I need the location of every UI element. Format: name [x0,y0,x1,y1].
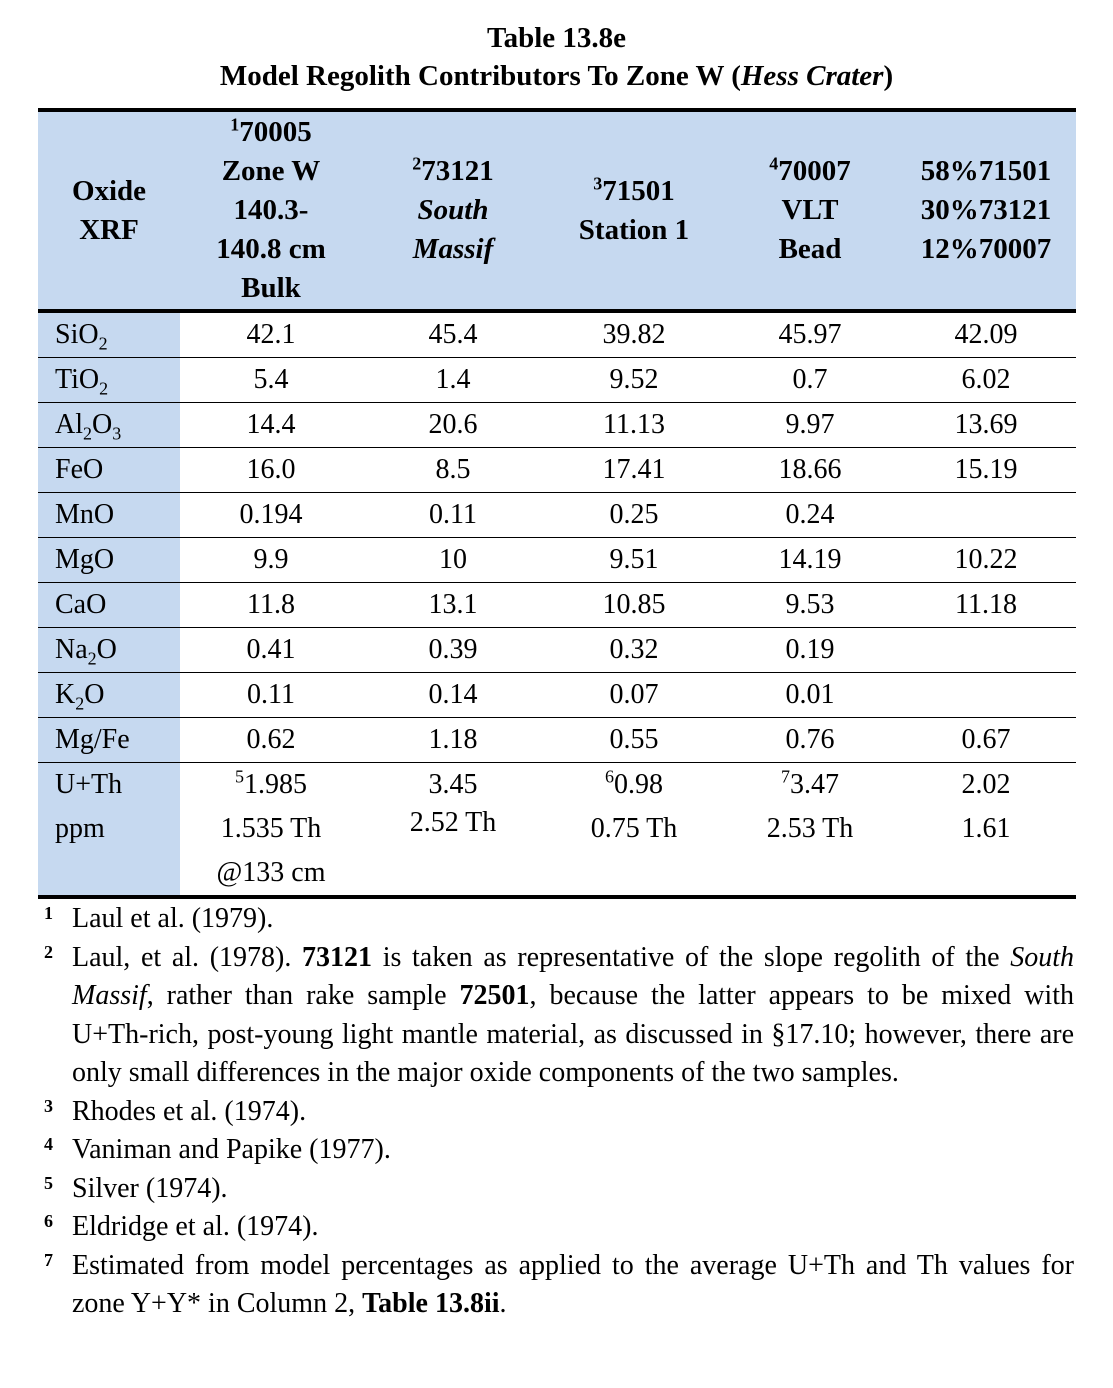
cell-70005: 9.9 [180,538,362,583]
row-label: $Al_2O_3$ [38,403,180,448]
cell-71501: 0.55 [544,718,724,763]
table-row [38,493,1076,538]
table-row [38,358,1076,403]
footnote-4: 4 Vaniman and Papike (1977). [44,1134,391,1165]
cell-70007: 45.97 [724,311,896,358]
cell-70005: 0.41 [180,628,362,673]
cell-70007: 14.19 [724,538,896,583]
footnotes [44,900,1074,1324]
row-label: TiO$_2$ [38,358,180,403]
table-row [38,583,1076,628]
row-label: CaO [38,583,180,628]
footnote-1: 1 Laul et al. (1979). [44,903,274,934]
footnote-7: 7 Estimated from model percentages as applied to the average U+Th and Th values for zone Y+Y* in Column 2, Table 13.8ii. [44,1249,1074,1319]
table-row [38,538,1076,583]
cell-70005: 0.11 [180,673,362,718]
row-label: Mg/Fe [38,718,180,763]
header-col-70007: $^4$70007 VLT Bead [724,110,896,311]
header-col-70005: $^1$70005 Zone W 140.3- 140.8 cm Bulk [180,110,362,311]
cell-71501: 9.52 [544,358,724,403]
header-row [38,110,1076,311]
footnote-6: 6 Eldridge et al. (1974). [44,1211,319,1242]
cell-model-mix: 10.22 [896,538,1076,583]
cell-70005: 14.4 [180,403,362,448]
cell-uth-70007: $^7$3.47 2.53 Th [724,763,896,898]
cell-73121: 20.6 [362,403,544,448]
cell-73121: 45.4 [362,311,544,358]
table-row [38,311,1076,358]
footnote-2: 2 Laul, et al. (1978). 73121 is taken as representative of the slope regolith of the South Massif, rather than rake sample 72501, because the latter appears to be mixed with U+Th-rich, post-young light mantle material, as discussed in §17.10; however, there are only small differences in the major oxide components of the two samples. [44,941,1075,1088]
cell-70005: 5.4 [180,358,362,403]
cell-73121: 1.4 [362,358,544,403]
cell-70005: 11.8 [180,583,362,628]
cell-model-mix: 6.02 [896,358,1076,403]
table-row [38,628,1076,673]
table-row [38,718,1076,763]
cell-73121: 8.5 [362,448,544,493]
cell-71501: 9.51 [544,538,724,583]
cell-70005: 0.62 [180,718,362,763]
cell-model-mix [896,493,1076,538]
cell-model-mix: 15.19 [896,448,1076,493]
cell-model-mix: 11.18 [896,583,1076,628]
cell-uth-71501: $^6$0.98 0.75 Th [544,763,724,898]
cell-70005: 0.194 [180,493,362,538]
cell-70007: 9.97 [724,403,896,448]
table-subtitle: Model Regolith Contributors To Zone W (Hess Crater) [219,60,894,92]
footnote-3: 3 Rhodes et al. (1974). [44,1095,307,1127]
header-col-model-mix: 58%71501 30%73121 12%70007 [896,110,1076,311]
row-label-uth: U+Th ppm [38,763,180,898]
table-row [38,673,1076,718]
row-label: SiO$_2$ [38,311,180,358]
cell-model-mix [896,673,1076,718]
cell-71501: 0.07 [544,673,724,718]
header-col-71501: $^3$71501 Station 1 [544,110,724,311]
cell-uth-70005: $^5$1.985 1.535 Th @133 cm [180,763,362,898]
header-oxide: Oxide XRF [38,110,180,311]
cell-73121: 13.1 [362,583,544,628]
row-label: MgO [38,538,180,583]
cell-71501: 11.13 [544,403,724,448]
cell-73121: 0.14 [362,673,544,718]
oxide-table [38,108,1076,899]
row-label: MnO [38,493,180,538]
table-title: Table 13.8e [486,22,627,54]
cell-70007: 0.76 [724,718,896,763]
table-row [38,403,1076,448]
cell-71501: 0.32 [544,628,724,673]
cell-70007: 18.66 [724,448,896,493]
cell-71501: 17.41 [544,448,724,493]
cell-73121: 0.11 [362,493,544,538]
row-label: FeO [38,448,180,493]
cell-uth-73121: 3.45 2.52 Th [362,763,544,898]
cell-71501: 0.25 [544,493,724,538]
table-row [38,448,1076,493]
cell-model-mix: 13.69 [896,403,1076,448]
cell-70007: 0.7 [724,358,896,403]
cell-70007: 0.01 [724,673,896,718]
cell-model-mix: 0.67 [896,718,1076,763]
header-col-73121: $^2$73121 South Massif [362,110,544,311]
cell-70007: 0.24 [724,493,896,538]
cell-70007: 0.19 [724,628,896,673]
cell-model-mix: 42.09 [896,311,1076,358]
cell-73121: 0.39 [362,628,544,673]
cell-70005: 16.0 [180,448,362,493]
cell-71501: 39.82 [544,311,724,358]
cell-70005: 42.1 [180,311,362,358]
table-row-uth [38,763,1076,898]
cell-73121: 1.18 [362,718,544,763]
cell-71501: 10.85 [544,583,724,628]
cell-model-mix [896,628,1076,673]
footnote-5: 5 Silver (1974). [44,1172,228,1204]
cell-70007: 9.53 [724,583,896,628]
cell-73121: 10 [362,538,544,583]
row-label: $Na_2O$ [38,628,180,673]
cell-uth-model-mix: 2.02 1.61 [896,763,1076,898]
row-label: $K_2O$ [38,673,180,718]
